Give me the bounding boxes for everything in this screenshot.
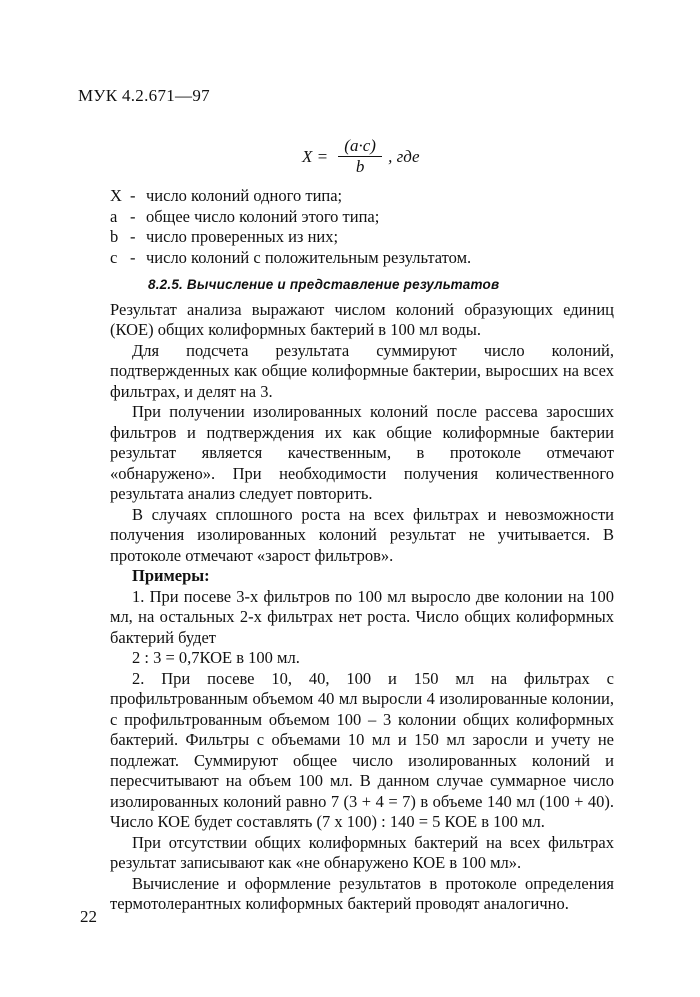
variable-description: число колоний одного типа;: [146, 186, 343, 205]
formula: [302, 136, 420, 177]
examples-title: Примеры:: [132, 566, 210, 585]
section-heading: 8.2.5. Вычисление и представление результатов: [148, 277, 500, 292]
variable-dash: -: [130, 206, 136, 226]
example-paragraph: 2. При посеве 10, 40, 100 и 150 мл на фильтрах с профильтрованным объемом 40 мл выросли 4 изолированные колонии, с профильтрованным объемом 100 – 3 колонии общих колиформных бактерий. Фильтры с объемами 10 мл и 150 мл заросли и учету не подлежат. Суммируют общее число изолированных колоний и пересчитывают на объем 100 мл. В данном случае суммарное число изолированных колоний равно 7 (3 + 4 = 7) в объеме 140 мл (100 + 40). Число КОЕ будет составлять (7 х 100) : 140 = 5 КОЕ в 100 мл.: [110, 668, 614, 831]
variable-dash: -: [130, 227, 136, 246]
formula-tail: , где: [388, 146, 420, 166]
variable-description: общее число колоний этого типа;: [146, 206, 380, 226]
paragraph: В случаях сплошного роста на всех фильтрах и невозможности получения изолированных колоний результат не учитывается. В протоколе отмечают «зарост фильтров».: [110, 504, 614, 565]
paragraph: Для подсчета результата суммируют число колоний, подтвержденных как общие колиформные бактерии, выросших на всех фильтрах, и делят на 3.: [110, 340, 614, 401]
formula-denominator: b: [355, 157, 365, 176]
formula-fraction: [338, 136, 382, 177]
page-content: [110, 186, 614, 915]
page-number: 22: [80, 907, 97, 926]
variable-dash: -: [130, 247, 136, 267]
variable-dash: -: [130, 186, 136, 205]
paragraph: Вычисление и оформление результатов в протоколе определения термотолерантных колиформных бактерий проводят аналогично.: [110, 873, 614, 913]
variable-symbol: b: [110, 227, 119, 246]
variable-item: [110, 186, 614, 207]
formula-lhs: X =: [302, 146, 329, 166]
variable-symbol: X: [110, 186, 122, 205]
paragraph: При отсутствии общих колиформных бактерий на всех фильтрах результат записывают как «не обнаружено КОЕ в 100 мл».: [110, 832, 614, 872]
variable-description: число колоний с положительным результатом.: [146, 247, 472, 267]
paragraph: При получении изолированных колоний после рассева заросших фильтров и подтверждения их как общие колиформные бактерии результат является качественным, в протоколе отмечают «обнаружено». При необходимости получения количественного результата анализ следует повторить.: [110, 402, 614, 503]
variable-item: [110, 248, 614, 269]
example-paragraph: 1. При посеве 3-х фильтров по 100 мл выросло две колонии на 100 мл, на остальных 2-х фильтрах нет роста. Число общих колиформных бактерий будет: [110, 586, 614, 647]
variable-description: число проверенных из них;: [146, 227, 339, 246]
paragraph: Результат анализа выражают числом колоний образующих единиц (КОЕ) общих колиформных бактерий в 100 мл воды.: [110, 299, 614, 339]
document-code: МУК 4.2.671—97: [78, 86, 210, 105]
variable-item: [110, 207, 614, 228]
variable-symbol: с: [110, 247, 118, 267]
example-calculation: 2 : 3 = 0,7КОЕ в 100 мл.: [132, 648, 300, 667]
variable-symbol: а: [110, 206, 118, 226]
variable-item: [110, 227, 614, 248]
variable-definitions: [110, 186, 614, 268]
formula-numerator: (a·c): [344, 136, 376, 155]
